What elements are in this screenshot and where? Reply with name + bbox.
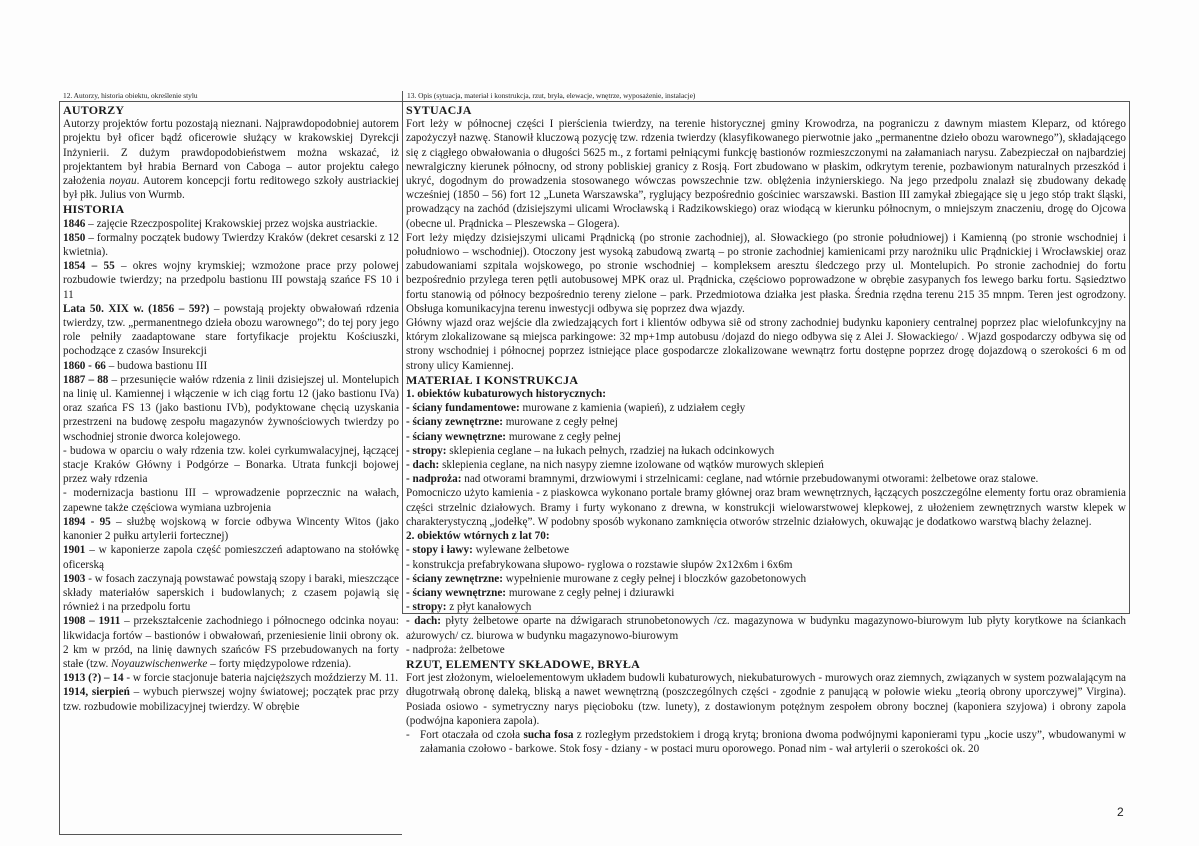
description-box xyxy=(402,102,1130,756)
situation-heading: SYTUACJA xyxy=(406,103,472,117)
history-heading: HISTORIA xyxy=(63,202,125,217)
plan-bullet: - Fort otaczała od czoła sucha fosa z rozległym przedstokiem i drogą krytą; broniona dwoma podwójnymi kaponierami typu „kocie uszy”, wbudowanymi w załamania czołowo - barkowe. Stok fosy - dziany - w postaci muru oporowego. Ponad nim - wał artylerii o szerokości ok. 20 xyxy=(406,728,1127,756)
history-entry: 1846 – zajęcie Rzeczpospolitej Krakowskiej przez wojska austriackie. xyxy=(63,217,378,230)
authors-paragraph: Autorzy projektów fortu pozostają nieznani. Najprawdopodobniej autorem projektu był oficer bądź oficerowie służący w krakowskiej Dyrekcji Inżynierii. Z dużym prawdopodobieństwem można wskazać, iż projektantem był hrabia Bernard von Caboga – autor projektu całego założenia noyau. Autorem koncepcji fortu reditowego szkoły austriackiej był płk. Julius von Wurmb. xyxy=(63,118,400,202)
material-item: - ściany wewnętrzne: murowane z cegły pełnej i dziurawki xyxy=(406,586,675,599)
document-page xyxy=(59,91,1134,835)
material-heading: MATERIAŁ I KONSTRUKCJA xyxy=(406,372,579,387)
history-entry: 1860 - 66 – budowa bastionu III xyxy=(63,359,208,372)
history-entry: 1913 (?) – 14 - w forcie stacjonuje bateria najcięższych moździerzy M. 11. xyxy=(63,672,399,685)
history-entry: 1901 – w kaponierze zapola część pomieszczeń adaptowano na stołówkę oficerską xyxy=(63,544,399,571)
bullet-marker: - xyxy=(406,728,410,741)
history-entry: 1903 - w fosach zaczynają powstawać powstają szopy i baraki, mieszczące składy materiałów saperskich i budowlanych; z czasem pojawią się również i na przedpolu fortu xyxy=(63,572,399,614)
section-caption-13: 13. Opis (sytuacja, materiał i konstrukcja, rzut, bryła, elewacje, wnętrze, wyposażenie, instalacje) xyxy=(403,91,1130,102)
description-column xyxy=(402,91,1130,835)
plan-heading: RZUT, ELEMENTY SKŁADOWE, BRYŁA xyxy=(406,656,640,671)
history-entry: - modernizacja bastionu III – wprowadzenie poprzecznic na wałach, zapewne także częściowa wymiana uzbrojenia xyxy=(63,487,399,514)
authors-heading: AUTORZY xyxy=(63,103,125,117)
history-entry: 1908 – 1911 – przekształcenie zachodniego i północnego odcinka noyau: likwidacja fortów – bastionów i obwałowań, przeniesienie linii obrony ok. 2 km w przód, na linię dawnych szańców FS przebudowanych na forty stałe (tzw. Noyauzwischenwerke – forty międzypolowe rdzenia). xyxy=(63,615,399,670)
history-entry: 1887 – 88 – przesunięcie wałów rdzenia z linii dzisiejszej ul. Montelupich na linię ul. Kamiennej i włączenie w ich ciąg fortu 12 (jako bastionu IVa) oraz szańca FS 13 (jako bastionu IVb), podyktowane chęcią uzyskania przestrzeni na budowę zespołu magazynów żywnościowych twierdzy po wschodniej stronie dworca kolejowego. xyxy=(63,373,399,443)
history-entry: 1854 – 55 – okres wojny krymskiej; wzmożone prace przy polowej rozbudowie twierdzy; na przedpolu bastionu III powstają szańce FS 10 i 11 xyxy=(63,260,400,301)
page-number: 2 xyxy=(1117,805,1124,819)
material-item: - dach: sklepienia ceglane, na nich nasypy ziemne izolowane od wątków murowych sklepień xyxy=(406,459,824,472)
material-item: - ściany zewnętrzne: murowane z cegły pełnej xyxy=(406,416,618,429)
history-entry: Lata 50. XIX w. (1856 – 59?) – powstają projekty obwałowań rdzenia twierdzy, tzw. „permanentnego dzieła obozu warownego”; do tej pory jego role pełniły zaadaptowane stare fortyfikacje projektu Kościuszki, pochodzące z czasów Insurekcji xyxy=(63,302,399,358)
history-entry: 1850 – formalny początek budowy Twierdzy Kraków (dekret cesarski z 12 kwietnia). xyxy=(63,231,399,259)
material-item: - nadproża: żelbetowe xyxy=(406,643,505,656)
plan-paragraph: Fort jest złożonym, wieloelementowym układem budowli kubaturowych, niekubaturowych - murowych oraz ziemnych, związanych w system pozwalającym na długotrwałą obronę daleką, bliską a nawet wewnętrzną (poszczególnych części - zgodnie z panującą w połowie wieku „teorią obrony uporczywej” Virgina). Posiada osiowo - symetryczny narys pięcioboku (tzw. lunety), z dostawionym potężnym zespołem obrony bocznej (kaponiera szyjowa) i obrony zapola (podwójna kaponiera zapola). xyxy=(406,672,1126,727)
authors-history-box xyxy=(59,102,402,835)
material-item: - dach: płyty żelbetowe oparte na dźwigarach strunobetonowych /cz. magazynowa w budynku magazynowo-biurowym lub płyty korytkowe na ściankach ażurowych/ cz. biurowa w budynku magazynowo-biurowym xyxy=(406,615,1126,642)
history-entry: 1914, sierpień – wybuch pierwszej wojny światowej; początek prac przy tzw. rozbudowie mobilizacyjnej twierdzy. W obrębie xyxy=(63,686,399,713)
section-caption-12: 12. Autorzy, historia obiektu, określenie stylu xyxy=(59,91,402,102)
material-item: - ściany fundamentowe: murowane z kamienia (wapień), z udziałem cegły xyxy=(406,402,746,415)
historic-objects-heading: 1. obiektów kubaturowych historycznych: xyxy=(406,388,606,401)
secondary-objects-heading: 2. obiektów wtórnych z lat 70: xyxy=(406,530,550,543)
material-item: - ściany zewnętrzne: wypełnienie murowane z cegły pełnej i bloczków gazobetonowych xyxy=(406,572,807,585)
historic-materials-paragraph: Pomocniczo użyto kamienia - z piaskowca wykonano portale bramy głównej oraz bram wewnętrznych, łączących poszczególne elementy fortu oraz obramienia części strzelnic działowych. Bramy i furty wykonano z drewna, w konstrukcji wielowarstwowej klepkowej, z ułożeniem zewnętrznych warstw klepek w charakterystyczną „jodełkę”. W podobny sposób wykonano zamknięcia otworów strzelnic działowych, okuwając je dodatkowo warstwą blachy żelaznej. xyxy=(406,487,1126,528)
situation-paragraph: Fort leży między dzisiejszymi ulicami Prądnicką (po stronie zachodniej), al. Słowackiego (po stronie południowej) i Kamienną (po stronie wschodniej i południowo – wschodniej). Otoczony jest wysoką zabudową zwartą – po stronie zachodniej kamienicami przy narożniku ulic Prądnickiej i Wrocławskiej oraz zabudowaniami szpitala wojskowego, po stronie wschodniej – kompleksem aresztu śledczego przy ul. Montelupich. Po stronie zachodniej do fortu bezpośrednio przylega teren pętli autobusowej MPK oraz ul. Prądnicka, częściowo poprowadzone w obrębie zasypanych fos lewego barku fortu. Sąsiedztwo fortu stanowią od północy bezpośrednio tereny zielone – park. Przedmiotowa działka jest płaska. Średnia rzędna terenu 215 35 mnpm. Teren jest ogrodzony. Obsługa komunikacyjna terenu inwestycji odbywa się poprzez dwa wjazdy. xyxy=(406,231,1126,315)
history-entry: - budowa w oparciu o wały rdzenia tzw. kolei cyrkumwalacyjnej, łączącej stacje Kraków Główny i Podgórze – Bonarka. Utrata funkcji bojowej przez wały rdzenia xyxy=(63,444,399,486)
history-entry: 1894 - 95 – służbę wojskową w forcie odbywa Wincenty Witos (jako kanonier 2 pułku artylerii fortecznej) xyxy=(63,515,399,543)
situation-paragraph: Fort leży w północnej części I pierścienia twierdzy, na terenie historycznej gminy Krowodrza, na pograniczu z dawnym miastem Kleparz, od którego zapożyczył nazwę. Stanowił kluczową pozycję tzw. rdzenia twierdzy (klasyfikowanego pierwotnie jako „permanentne dzieło obozu warownego”), składającego się z ciągłego obwałowania o długości 5625 m., z fortami pełniącymi funkcję bastionów rozmieszczonymi na załamaniach narysu. Zabezpieczał on najbardziej newralgiczny kierunek północny, od strony pobliskiej granicy z Rosją. Fort zbudowano w płaskim, odkrytym terenie, pozbawionym naturalnych przeszkód i ukryć, dogodnym do prowadzenia stosowanego wówczas powszechnie tzw. oblężenia inżynierskiego. Na jego przedpolu znalazł się zbudowany dekadę wcześniej (1850 – 56) fort 12 „Luneta Warszawska”, ryglujący bezpośrednio gościniec warszawski. Bastion III zamykał zbiegające się u jego stóp trakt śląski, prowadzący na zachód (dzisiejszymi ulicami Wrocławską i Radzikowskiego) oraz wiodącą w kierunku północnym, o mniejszym znaczeniu, drogę do Ojcowa (obecne ul. Prądnicka – Pleszewska – Glogera). xyxy=(406,118,1126,230)
material-item: - stropy: sklepienia ceglane – na łukach pełnych, rzadziej na łukach odcinkowych xyxy=(406,444,775,457)
material-item: - stropy: z płyt kanałowych xyxy=(406,601,532,614)
material-item: - stopy i ławy: wylewane żelbetowe xyxy=(406,544,570,557)
material-item: - ściany wewnętrzne: murowane z cegły pełnej xyxy=(406,430,621,443)
authors-history-column xyxy=(59,91,402,835)
situation-paragraph: Główny wjazd oraz wejście dla zwiedzających fort i klientów odbywa siê od strony zachodniej budynku kaponiery centralnej poprzez plac wielofunkcyjny na którym zlokalizowane są miejsca parkingowe: 32 mp+1mp autobusu /dojazd do niego odbywa się z Alei J. Słowackiego/ . Wjazd gospodarczy odbywa się od strony wschodniej i północnej poprzez istniejące place gospodarcze zlokalizowane wewnątrz fortu dostępne poprzez drogę dojazdową o szerokości 6 m od strony ulicy Kamiennej. xyxy=(406,317,1126,372)
material-item: - nadproża: nad otworami bramnymi, drzwiowymi i strzelnicami: ceglane, nad wtórnie przebudowanymi otworami: żelbetowe oraz stalowe. xyxy=(406,473,1039,486)
material-item: - konstrukcja prefabrykowana słupowo- ryglowa o rozstawie słupów 2x12x6m i 6x6m xyxy=(406,558,793,571)
